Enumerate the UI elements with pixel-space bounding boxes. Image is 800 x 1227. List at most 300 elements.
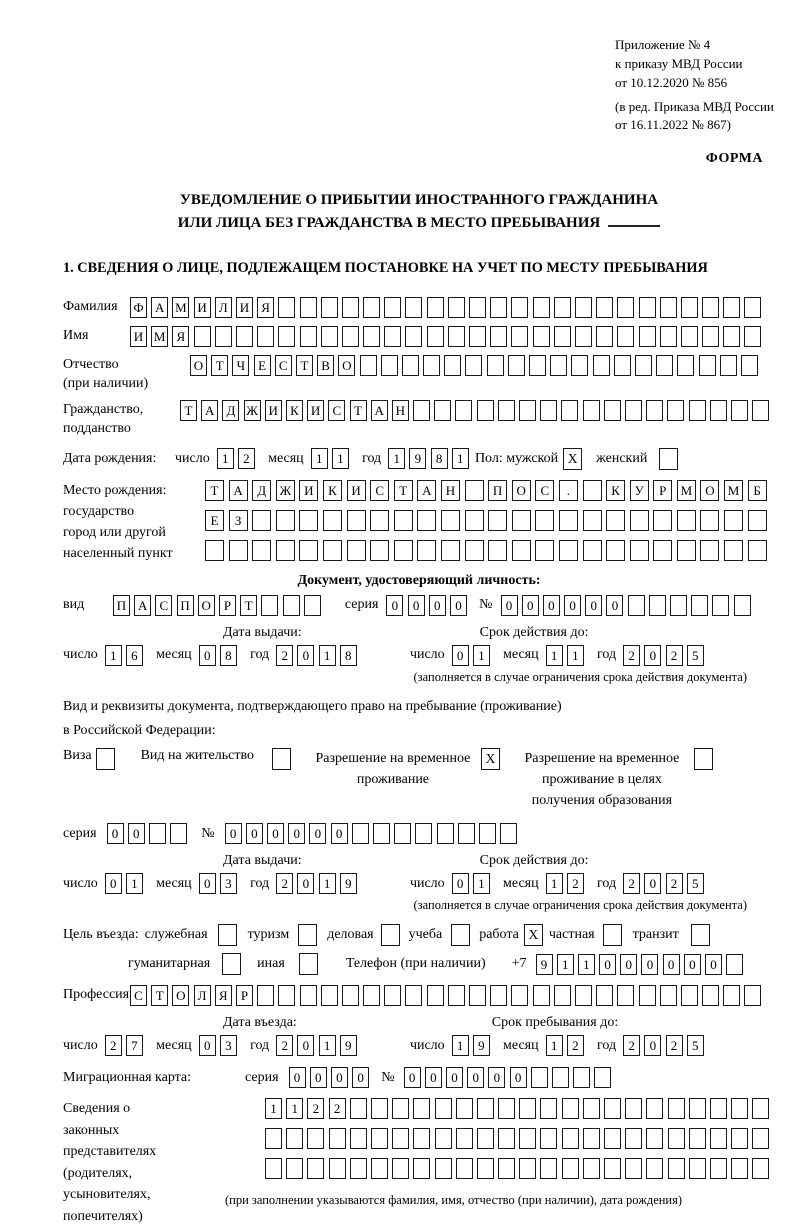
char-cell[interactable]: И [299,480,318,501]
char-cell[interactable] [329,1158,346,1179]
char-cell[interactable]: 1 [319,645,336,666]
char-cell[interactable] [417,540,436,561]
char-cell[interactable] [681,326,698,347]
char-cell[interactable] [371,1128,388,1149]
char-cell[interactable] [405,326,422,347]
char-cell[interactable]: Е [254,355,271,376]
char-cell[interactable]: 2 [105,1035,122,1056]
char-cell[interactable]: 0 [297,1035,314,1056]
char-cell[interactable] [350,1128,367,1149]
char-cell[interactable] [723,326,740,347]
char-cell[interactable]: Д [222,400,239,421]
char-cell[interactable]: 0 [128,823,145,844]
char-cell[interactable] [575,297,592,318]
char-cell[interactable] [540,1098,557,1119]
char-cell[interactable] [583,480,602,501]
char-cell[interactable]: 0 [310,1067,327,1088]
char-cell[interactable] [731,400,748,421]
char-cell[interactable] [276,510,295,531]
char-cell[interactable]: Н [441,480,460,501]
char-cell[interactable]: К [286,400,303,421]
char-cell[interactable] [583,540,602,561]
char-cell[interactable]: 0 [585,595,602,616]
char-cell[interactable] [677,355,694,376]
char-cell[interactable]: 2 [238,448,255,469]
char-cell[interactable] [724,540,743,561]
char-cell[interactable] [477,400,494,421]
char-cell[interactable] [283,595,300,616]
char-cell[interactable] [490,297,507,318]
char-cell[interactable] [639,326,656,347]
char-cell[interactable]: Ф [130,297,147,318]
char-cell[interactable] [630,540,649,561]
char-cell[interactable] [444,355,461,376]
char-cell[interactable]: Д [252,480,271,501]
char-cell[interactable] [606,510,625,531]
char-cell[interactable] [614,355,631,376]
char-cell[interactable] [512,540,531,561]
char-cell[interactable] [667,400,684,421]
char-cell[interactable] [508,355,525,376]
char-cell[interactable] [394,823,411,844]
char-cell[interactable]: 0 [105,873,122,894]
char-cell[interactable]: 9 [473,1035,490,1056]
char-cell[interactable] [511,326,528,347]
char-cell[interactable]: Р [653,480,672,501]
char-cell[interactable] [265,1158,282,1179]
sex-male-checkbox[interactable]: X [563,448,582,470]
char-cell[interactable]: 0 [606,595,623,616]
char-cell[interactable] [533,985,550,1006]
char-cell[interactable] [668,1098,685,1119]
char-cell[interactable] [731,1128,748,1149]
option-residence-permit-checkbox[interactable] [272,748,291,770]
purpose-work-checkbox[interactable]: X [524,924,543,946]
char-cell[interactable]: 2 [666,1035,683,1056]
char-cell[interactable] [752,1158,769,1179]
char-cell[interactable] [552,1067,569,1088]
char-cell[interactable] [498,1098,515,1119]
char-cell[interactable] [535,510,554,531]
char-cell[interactable] [405,985,422,1006]
char-cell[interactable] [583,400,600,421]
char-cell[interactable] [646,1158,663,1179]
char-cell[interactable] [689,400,706,421]
char-cell[interactable]: . [559,480,578,501]
char-cell[interactable] [562,1128,579,1149]
char-cell[interactable] [554,985,571,1006]
char-cell[interactable] [307,1158,324,1179]
char-cell[interactable] [342,326,359,347]
char-cell[interactable] [625,400,642,421]
char-cell[interactable]: 0 [429,595,446,616]
char-cell[interactable]: 9 [536,954,553,975]
char-cell[interactable]: 1 [567,645,584,666]
char-cell[interactable] [731,1098,748,1119]
char-cell[interactable] [681,297,698,318]
char-cell[interactable]: 1 [388,448,405,469]
char-cell[interactable]: Ч [232,355,249,376]
char-cell[interactable] [540,1158,557,1179]
char-cell[interactable]: 0 [352,1067,369,1088]
char-cell[interactable]: О [190,355,207,376]
char-cell[interactable]: К [323,480,342,501]
char-cell[interactable] [625,1098,642,1119]
char-cell[interactable]: 0 [331,1067,348,1088]
char-cell[interactable]: М [151,326,168,347]
char-cell[interactable]: 0 [543,595,560,616]
purpose-transit-checkbox[interactable] [691,924,710,946]
char-cell[interactable]: 0 [199,645,216,666]
char-cell[interactable] [699,355,716,376]
char-cell[interactable] [573,1067,590,1088]
char-cell[interactable]: О [700,480,719,501]
char-cell[interactable]: А [151,297,168,318]
char-cell[interactable] [488,540,507,561]
char-cell[interactable]: С [370,480,389,501]
char-cell[interactable]: 2 [567,1035,584,1056]
char-cell[interactable] [649,595,666,616]
char-cell[interactable]: 2 [307,1098,324,1119]
char-cell[interactable]: 1 [557,954,574,975]
char-cell[interactable] [500,823,517,844]
char-cell[interactable] [286,1128,303,1149]
char-cell[interactable] [700,540,719,561]
char-cell[interactable] [702,985,719,1006]
purpose-humanitarian-checkbox[interactable] [222,953,241,975]
char-cell[interactable] [562,1098,579,1119]
char-cell[interactable]: 5 [687,873,704,894]
char-cell[interactable] [748,510,767,531]
char-cell[interactable] [321,985,338,1006]
char-cell[interactable] [360,355,377,376]
char-cell[interactable] [423,355,440,376]
char-cell[interactable] [646,1128,663,1149]
char-cell[interactable]: 0 [452,645,469,666]
char-cell[interactable] [265,1128,282,1149]
char-cell[interactable]: А [229,480,248,501]
char-cell[interactable] [236,326,253,347]
char-cell[interactable]: 2 [666,645,683,666]
char-cell[interactable]: 0 [107,823,124,844]
char-cell[interactable] [656,355,673,376]
purpose-business-checkbox[interactable] [381,924,400,946]
char-cell[interactable] [342,985,359,1006]
char-cell[interactable] [710,1098,727,1119]
char-cell[interactable]: 1 [473,873,490,894]
char-cell[interactable] [691,595,708,616]
char-cell[interactable] [559,540,578,561]
char-cell[interactable] [681,985,698,1006]
char-cell[interactable] [448,985,465,1006]
char-cell[interactable] [448,326,465,347]
char-cell[interactable] [321,297,338,318]
char-cell[interactable] [628,595,645,616]
char-cell[interactable] [498,1128,515,1149]
char-cell[interactable]: 0 [225,823,242,844]
char-cell[interactable]: 1 [217,448,234,469]
char-cell[interactable]: 0 [641,954,658,975]
char-cell[interactable]: 9 [340,1035,357,1056]
char-cell[interactable] [257,985,274,1006]
char-cell[interactable]: 1 [452,1035,469,1056]
char-cell[interactable]: 2 [329,1098,346,1119]
char-cell[interactable] [229,540,248,561]
char-cell[interactable] [710,1158,727,1179]
char-cell[interactable] [529,355,546,376]
char-cell[interactable]: Т [205,480,224,501]
char-cell[interactable] [261,595,278,616]
char-cell[interactable] [205,540,224,561]
char-cell[interactable]: 0 [408,595,425,616]
char-cell[interactable] [646,1098,663,1119]
char-cell[interactable] [617,326,634,347]
char-cell[interactable]: С [130,985,147,1006]
char-cell[interactable] [723,297,740,318]
char-cell[interactable] [321,326,338,347]
char-cell[interactable] [347,540,366,561]
char-cell[interactable] [413,1128,430,1149]
char-cell[interactable]: 2 [276,1035,293,1056]
char-cell[interactable]: М [677,480,696,501]
char-cell[interactable] [363,985,380,1006]
char-cell[interactable]: 1 [546,873,563,894]
char-cell[interactable] [456,1098,473,1119]
char-cell[interactable]: 5 [687,1035,704,1056]
char-cell[interactable] [744,985,761,1006]
char-cell[interactable] [533,326,550,347]
char-cell[interactable]: Т [394,480,413,501]
char-cell[interactable] [456,1158,473,1179]
char-cell[interactable]: Т [180,400,197,421]
char-cell[interactable] [402,355,419,376]
char-cell[interactable]: 0 [644,1035,661,1056]
char-cell[interactable] [512,510,531,531]
char-cell[interactable]: 0 [199,1035,216,1056]
char-cell[interactable] [689,1098,706,1119]
char-cell[interactable] [435,1128,452,1149]
char-cell[interactable] [347,510,366,531]
char-cell[interactable]: 1 [105,645,122,666]
char-cell[interactable] [469,985,486,1006]
char-cell[interactable] [625,1128,642,1149]
char-cell[interactable] [465,480,484,501]
char-cell[interactable]: 0 [386,595,403,616]
char-cell[interactable] [519,1128,536,1149]
char-cell[interactable] [465,355,482,376]
char-cell[interactable]: 0 [663,954,680,975]
char-cell[interactable]: И [130,326,147,347]
char-cell[interactable]: П [488,480,507,501]
char-cell[interactable] [278,297,295,318]
char-cell[interactable] [748,540,767,561]
option-temp-residence-education-checkbox[interactable] [694,748,713,770]
char-cell[interactable] [350,1098,367,1119]
char-cell[interactable] [752,1098,769,1119]
char-cell[interactable] [490,326,507,347]
char-cell[interactable] [550,355,567,376]
char-cell[interactable] [604,1128,621,1149]
char-cell[interactable] [434,400,451,421]
char-cell[interactable] [427,297,444,318]
char-cell[interactable] [604,1158,621,1179]
char-cell[interactable] [215,326,232,347]
char-cell[interactable]: 1 [286,1098,303,1119]
char-cell[interactable] [670,595,687,616]
char-cell[interactable] [252,540,271,561]
char-cell[interactable] [363,326,380,347]
char-cell[interactable] [583,1098,600,1119]
char-cell[interactable]: 0 [199,873,216,894]
char-cell[interactable]: 2 [623,645,640,666]
char-cell[interactable] [394,510,413,531]
char-cell[interactable] [646,400,663,421]
char-cell[interactable] [300,985,317,1006]
char-cell[interactable]: 1 [265,1098,282,1119]
purpose-study-checkbox[interactable] [451,924,470,946]
char-cell[interactable] [677,540,696,561]
char-cell[interactable] [639,297,656,318]
char-cell[interactable]: 1 [311,448,328,469]
char-cell[interactable] [498,1158,515,1179]
char-cell[interactable]: П [177,595,194,616]
char-cell[interactable] [531,1067,548,1088]
char-cell[interactable] [731,1158,748,1179]
char-cell[interactable]: С [535,480,554,501]
char-cell[interactable]: Ж [244,400,261,421]
char-cell[interactable]: 1 [473,645,490,666]
char-cell[interactable] [465,540,484,561]
char-cell[interactable]: 2 [623,1035,640,1056]
char-cell[interactable]: 5 [687,645,704,666]
char-cell[interactable] [752,400,769,421]
char-cell[interactable] [596,985,613,1006]
char-cell[interactable] [448,297,465,318]
char-cell[interactable] [300,326,317,347]
char-cell[interactable]: 0 [331,823,348,844]
char-cell[interactable]: 9 [409,448,426,469]
char-cell[interactable]: Т [211,355,228,376]
purpose-official-checkbox[interactable] [218,924,237,946]
char-cell[interactable] [149,823,166,844]
char-cell[interactable]: Р [236,985,253,1006]
char-cell[interactable]: 0 [599,954,616,975]
char-cell[interactable]: З [229,510,248,531]
char-cell[interactable] [435,1158,452,1179]
char-cell[interactable] [617,297,634,318]
char-cell[interactable] [583,510,602,531]
char-cell[interactable] [437,823,454,844]
char-cell[interactable] [413,400,430,421]
char-cell[interactable] [596,297,613,318]
char-cell[interactable] [370,510,389,531]
char-cell[interactable] [712,595,729,616]
char-cell[interactable]: А [371,400,388,421]
char-cell[interactable] [639,985,656,1006]
char-cell[interactable]: 1 [319,1035,336,1056]
char-cell[interactable]: 0 [450,595,467,616]
char-cell[interactable]: О [198,595,215,616]
char-cell[interactable] [352,823,369,844]
purpose-tourism-checkbox[interactable] [298,924,317,946]
char-cell[interactable] [257,326,274,347]
char-cell[interactable] [307,1128,324,1149]
char-cell[interactable]: Б [748,480,767,501]
char-cell[interactable]: С [155,595,172,616]
char-cell[interactable]: 9 [340,873,357,894]
char-cell[interactable] [477,1158,494,1179]
char-cell[interactable]: 0 [564,595,581,616]
char-cell[interactable]: О [512,480,531,501]
char-cell[interactable] [519,1158,536,1179]
char-cell[interactable] [384,326,401,347]
char-cell[interactable] [323,540,342,561]
char-cell[interactable]: Л [215,297,232,318]
char-cell[interactable]: Я [172,326,189,347]
char-cell[interactable] [427,326,444,347]
char-cell[interactable]: В [317,355,334,376]
char-cell[interactable] [278,326,295,347]
char-cell[interactable]: 0 [620,954,637,975]
char-cell[interactable] [417,510,436,531]
char-cell[interactable] [304,595,321,616]
char-cell[interactable] [350,1158,367,1179]
char-cell[interactable] [744,326,761,347]
char-cell[interactable]: К [606,480,625,501]
char-cell[interactable] [299,540,318,561]
char-cell[interactable]: 1 [319,873,336,894]
char-cell[interactable]: 1 [126,873,143,894]
char-cell[interactable]: Я [257,297,274,318]
char-cell[interactable]: И [194,297,211,318]
char-cell[interactable]: Н [392,400,409,421]
char-cell[interactable] [554,297,571,318]
option-visa-checkbox[interactable] [96,748,115,770]
char-cell[interactable] [635,355,652,376]
char-cell[interactable]: 8 [340,645,357,666]
char-cell[interactable]: 3 [220,873,237,894]
char-cell[interactable] [724,510,743,531]
char-cell[interactable] [617,985,634,1006]
char-cell[interactable] [300,297,317,318]
char-cell[interactable] [593,355,610,376]
char-cell[interactable] [596,326,613,347]
char-cell[interactable] [668,1128,685,1149]
char-cell[interactable]: 0 [644,645,661,666]
char-cell[interactable] [170,823,187,844]
char-cell[interactable] [252,510,271,531]
char-cell[interactable]: 0 [289,1067,306,1088]
char-cell[interactable] [660,326,677,347]
char-cell[interactable] [511,985,528,1006]
char-cell[interactable]: А [134,595,151,616]
char-cell[interactable]: 2 [623,873,640,894]
char-cell[interactable] [394,540,413,561]
char-cell[interactable] [720,355,737,376]
char-cell[interactable]: 1 [332,448,349,469]
char-cell[interactable]: У [630,480,649,501]
char-cell[interactable] [490,985,507,1006]
char-cell[interactable] [469,297,486,318]
char-cell[interactable]: Т [350,400,367,421]
char-cell[interactable] [535,540,554,561]
char-cell[interactable]: Т [296,355,313,376]
char-cell[interactable] [540,1128,557,1149]
char-cell[interactable]: 0 [501,595,518,616]
char-cell[interactable] [562,1158,579,1179]
char-cell[interactable]: 0 [446,1067,463,1088]
char-cell[interactable] [413,1158,430,1179]
